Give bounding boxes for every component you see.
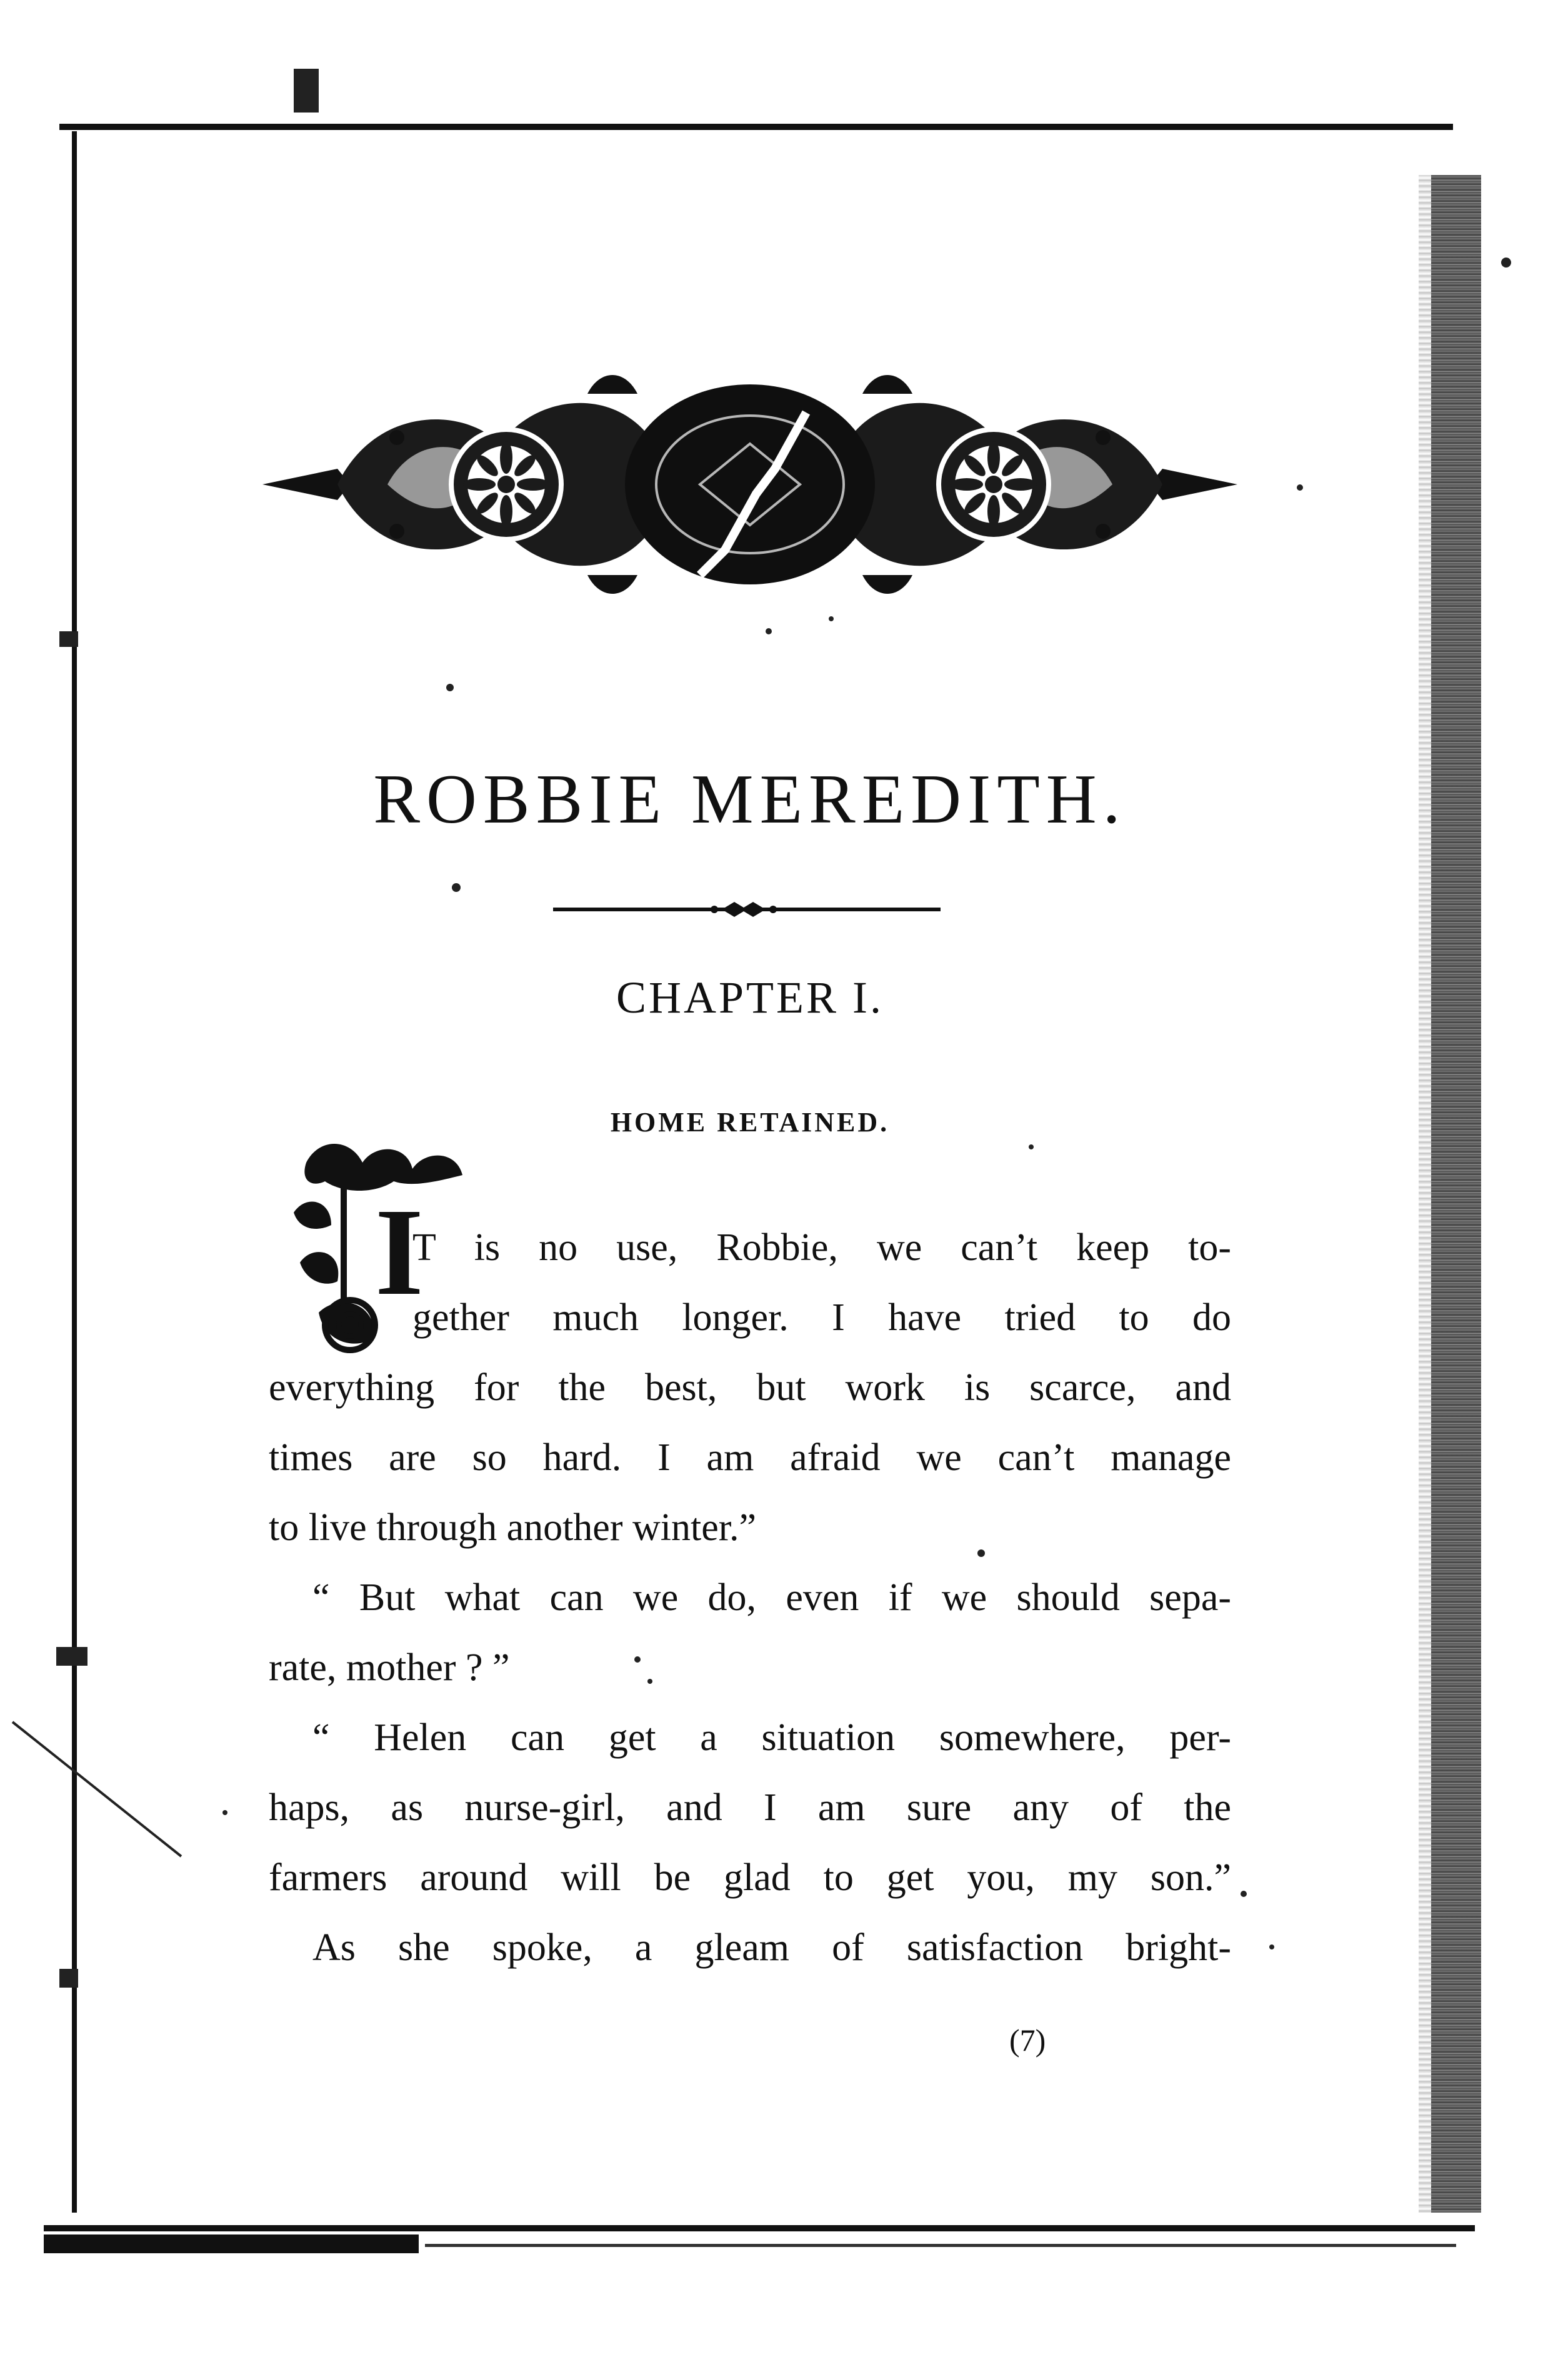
page-edge-highlight bbox=[1419, 175, 1431, 2213]
page-border-bottom-shadow bbox=[44, 2234, 419, 2253]
chapter-body bbox=[269, 1213, 1231, 1983]
page-border-top bbox=[59, 124, 1453, 130]
body-line-10: farmers around will be glad to get you, my son.” bbox=[269, 1856, 1231, 1899]
body-line-1: T is no use, Robbie, we can’t keep to- bbox=[412, 1226, 1231, 1269]
body-line-5: to live through another winter.” bbox=[269, 1506, 756, 1549]
chapter-subtitle: HOME RETAINED. bbox=[610, 1107, 890, 1138]
header-ornament bbox=[262, 369, 1237, 600]
page-border-bottom bbox=[44, 2225, 1475, 2231]
page-border-left bbox=[72, 131, 77, 2213]
body-line-2: gether much longer. I have tried to do bbox=[412, 1296, 1231, 1339]
body-line-6: “ But what can we do, even if we should sepa- bbox=[312, 1576, 1231, 1619]
chapter-heading: CHAPTER I. bbox=[616, 973, 884, 1023]
drop-cap-letter: I bbox=[375, 1183, 424, 1321]
title-divider bbox=[553, 897, 941, 922]
body-line-8: “ Helen can get a situation somewhere, per- bbox=[312, 1716, 1231, 1759]
body-line-7: rate, mother ? ” bbox=[269, 1646, 510, 1689]
body-line-4: times are so hard. I am afraid we can’t manage bbox=[269, 1436, 1231, 1479]
book-title: ROBBIE MEREDITH. bbox=[373, 761, 1127, 838]
body-line-3: everything for the best, but work is scarce, and bbox=[269, 1366, 1231, 1409]
page-border-bottom-line bbox=[425, 2244, 1456, 2247]
body-line-11: As she spoke, a gleam of satisfaction bright- bbox=[312, 1926, 1231, 1969]
page-number: (7) bbox=[1009, 2023, 1046, 2058]
body-line-9: haps, as nurse-girl, and I am sure any of the bbox=[269, 1786, 1231, 1829]
page-edge-shadow bbox=[1431, 175, 1481, 2213]
